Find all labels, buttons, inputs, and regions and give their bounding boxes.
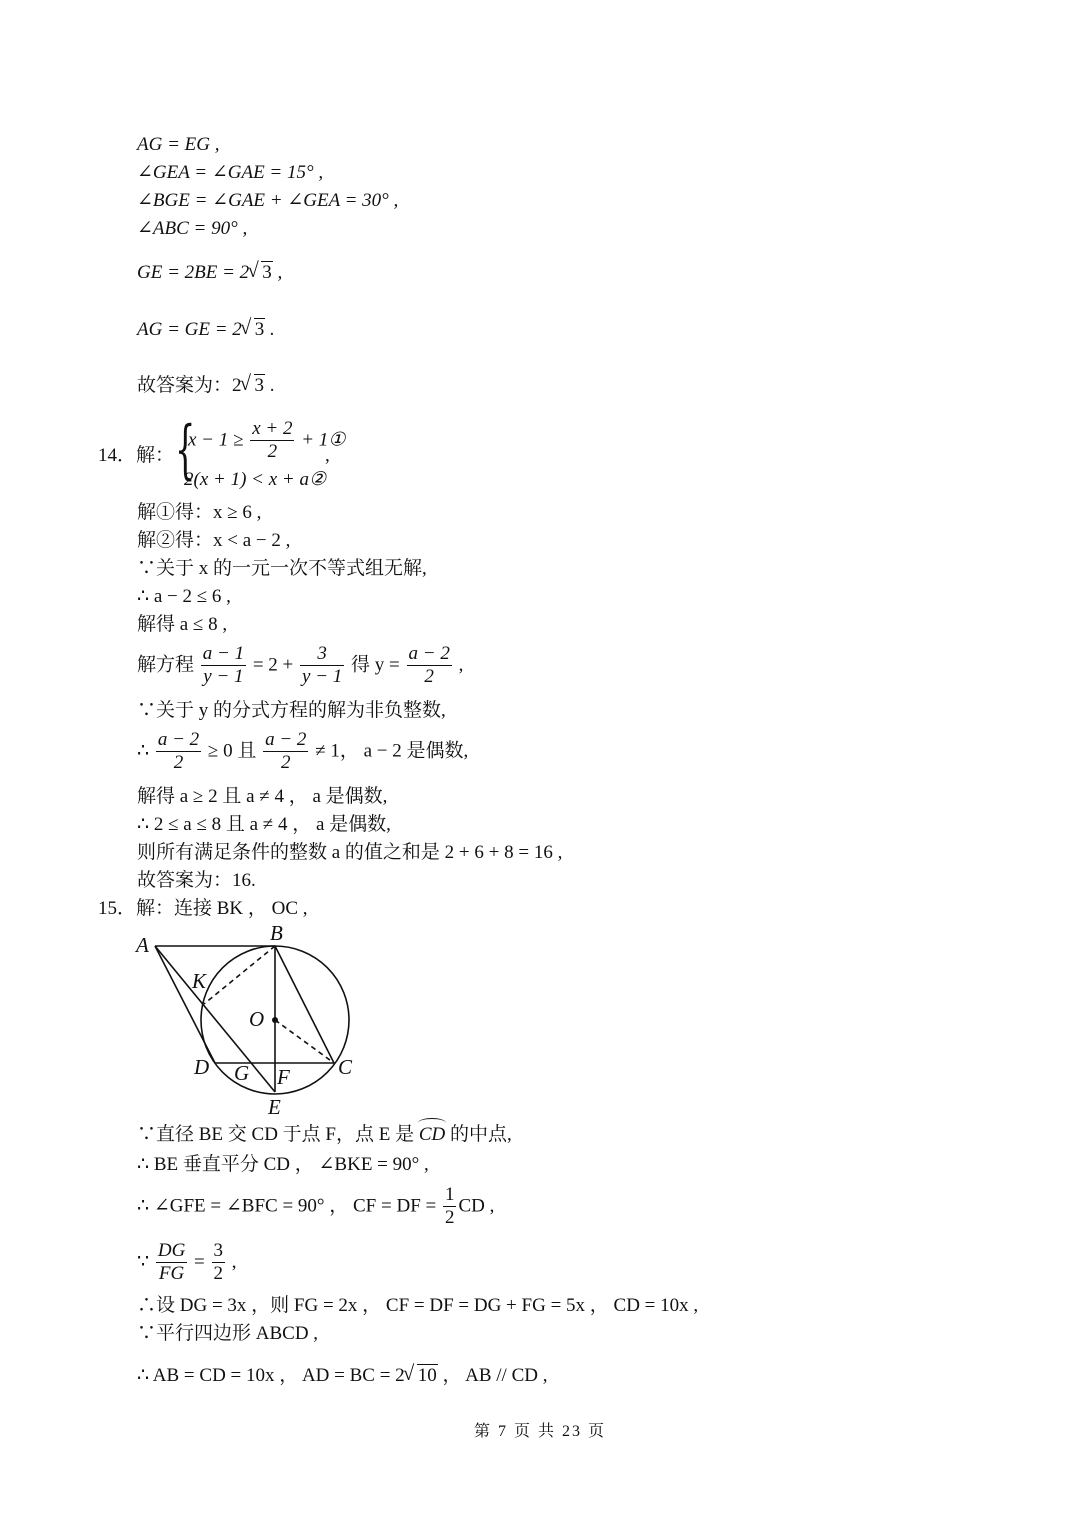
system-eq-2: 2(x + 1) < x + a② — [184, 469, 327, 490]
step-solve-equation: 解方程 $\frac{a - 1}{y - 1}$ = 2 + $\frac{3}{y - 1}$ 得 y = $\frac{a - 2}{2}$ , — [137, 643, 464, 687]
step-diameter: ∵直径 BE 交 CD 于点 F，点 E 是 CD 的中点, — [137, 1124, 512, 1145]
line-ge-2be: GE = 2BE = 2√ 3 , — [137, 261, 282, 285]
step-ab-cd: ∴ AB = CD = 10x ， AD = BC = 2√ 10 ， AB // CD , — [137, 1364, 548, 1388]
segment-ad — [155, 946, 215, 1063]
segment-bc — [275, 946, 334, 1063]
step-a-le-8: 解得 a ≤ 8 , — [137, 614, 228, 635]
step-range: ∴ 2 ≤ a ≤ 8 且 a ≠ 4 ， a 是偶数, — [137, 814, 391, 835]
label-g: G — [234, 1061, 250, 1085]
label-d: D — [194, 1055, 210, 1079]
label-b: B — [270, 921, 283, 945]
segment-oc — [275, 1020, 334, 1063]
line-ag-ge: AG = GE = 2√ 3 . — [137, 318, 275, 342]
problem-14-number: 14．解： — [98, 445, 175, 466]
line-ag-eg: AG = EG , — [137, 134, 220, 155]
step-solve-1: 解①得：x ≥ 6 , — [137, 502, 262, 523]
step-perpendicular: ∴ BE 垂直平分 CD ， ∠BKE = 90° , — [137, 1154, 429, 1175]
page-footer: 第 7 页 共 23 页 — [473, 1423, 606, 1440]
label-a: A — [136, 933, 149, 957]
step-sum: 则所有满足条件的整数 a 的值之和是 2 + 6 + 8 = 16 , — [137, 842, 563, 863]
system-comma: , — [325, 445, 330, 466]
label-c: C — [338, 1055, 353, 1079]
answer-13: 故答案为：2√ 3 . — [137, 374, 275, 398]
problem-15-intro: 15．解：连接 BK ， OC , — [98, 898, 308, 919]
step-solve-2: 解②得：x < a − 2 , — [137, 530, 291, 551]
label-e: E — [268, 1095, 281, 1119]
line-angle-bge: ∠BGE = ∠GAE + ∠GEA = 30° , — [137, 190, 399, 211]
center-point — [272, 1017, 278, 1023]
system-brace: { — [175, 413, 196, 487]
answer-14: 故答案为：16. — [137, 870, 256, 891]
label-k: K — [192, 969, 207, 993]
step-let-dg: ∴设 DG = 3x ，则 FG = 2x ， CF = DF = DG + FG = 5x ， CD = 10x , — [137, 1295, 699, 1316]
step-condition: ∴ $\frac{a - 2}{2}$ ≥ 0 且 $\frac{a - 2}{2}$ ≠ 1， a − 2 是偶数, — [137, 729, 469, 773]
step-ratio: ∵ $\frac{DG}{FG}$ = $\frac{3}{2}$ , — [137, 1240, 237, 1284]
system-eq-1: x − 1 ≥ $\frac{x + 2}{2}$ + 1① — [188, 418, 346, 462]
step-a-le-6: ∴ a − 2 ≤ 6 , — [137, 586, 231, 607]
label-o: O — [249, 1007, 265, 1031]
step-angle-gfe: ∴ ∠GFE = ∠BFC = 90° ， CF = DF = $\frac{1}{2}$ CD , — [137, 1184, 495, 1228]
step-a-ge-2: 解得 a ≥ 2 且 a ≠ 4 ， a 是偶数, — [137, 786, 388, 807]
geometry-figure — [120, 920, 380, 1120]
step-parallelogram: ∵平行四边形 ABCD , — [137, 1323, 319, 1344]
label-f: F — [277, 1065, 290, 1089]
line-angle-gea: ∠GEA = ∠GAE = 15° , — [137, 162, 324, 183]
line-angle-abc: ∠ABC = 90° , — [137, 218, 248, 239]
step-no-solution: ∵关于 x 的一元一次不等式组无解, — [137, 558, 427, 579]
step-nonneg-integer: ∵关于 y 的分式方程的解为非负整数, — [137, 700, 446, 721]
